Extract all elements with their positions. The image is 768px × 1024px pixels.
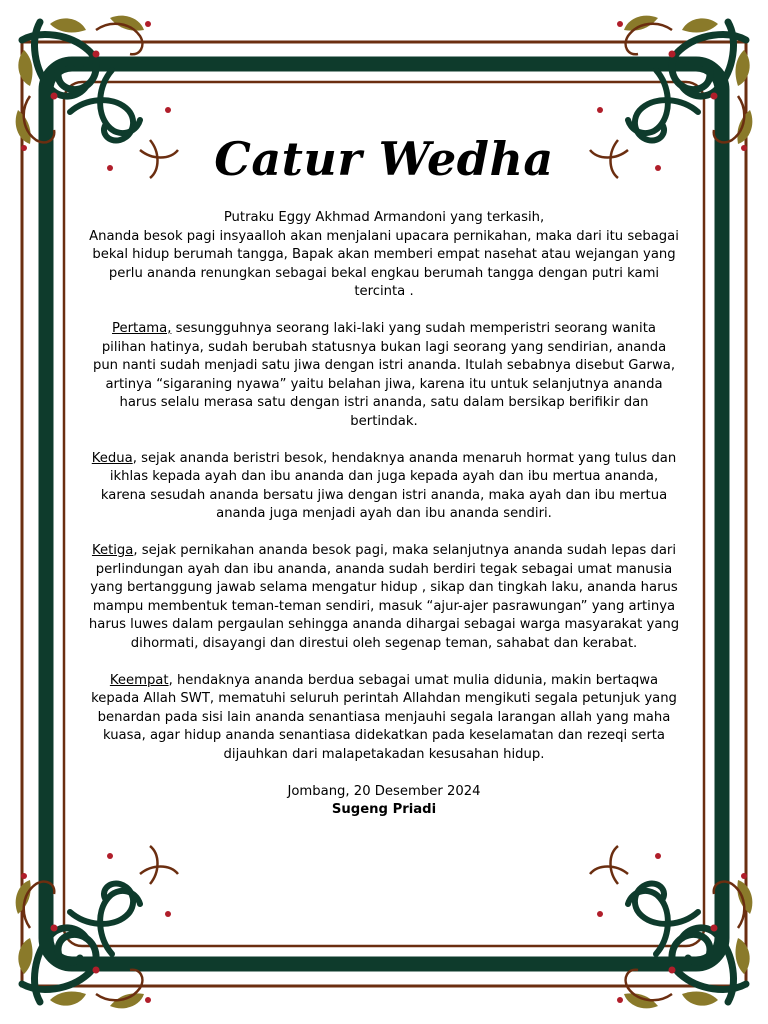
point-third xyxy=(88,542,680,653)
point-first xyxy=(88,320,680,431)
point-lead: Kedua xyxy=(91,450,133,466)
point-fourth xyxy=(88,672,680,765)
signer-name: Sugeng Priadi xyxy=(331,802,437,817)
point-lead: Pertama, xyxy=(112,321,172,336)
point-lead: Keempat xyxy=(109,672,169,688)
intro-text: Ananda besok pagi insyaalloh akan menjalani upacara pernikahan, maka dari itu sebagai bekal hidup berumah tangga, Bapak akan memberi empat nasehat atau wejangan yang perlu ananda renungkan sebagai bekal engkau berumah tangga dengan putri kami tercinta . xyxy=(89,228,679,299)
letter-body xyxy=(88,209,680,820)
point-text: sesungguhnya seorang laki-laki yang sudah memperistri seorang wanita pilihan hatinya, sudah berubah statusnya bukan lagi seorang yang sendirian, ananda pun nanti sudah menjadi satu jiwa dengan istri ananda. Itulah sebabnya disebut Garwa, artinya “sigaraning nyawa” yaitu belahan jiwa, karena itu untuk selanjutnya ananda harus selalu merasa satu dengan istri ananda, satu dalam bersikap berifikir dan bertindak. xyxy=(92,321,676,429)
point-lead: Ketiga xyxy=(91,543,134,558)
place-date: Jombang, 20 Desember 2024 xyxy=(287,783,481,799)
point-text: , hendaknya ananda berdua sebagai umat mulia didunia, makin bertaqwa kepada Allah SWT, mematuhi seluruh perintah Allahdan mengikuti segala petunjuk yang benardan pada sisi lain ananda senantiasa menjauhi segala larangan allah yang maha kuasa, agar hidup ananda senantiasa didekatkan pada keselamatan dan rezeqi serta dijauhkan dari malapetakadan kesusahan hidup. xyxy=(91,672,677,762)
signature-block xyxy=(88,783,680,820)
opening-paragraph xyxy=(88,209,680,302)
point-second xyxy=(88,450,680,524)
greeting: Putraku Eggy Akhmad Armandoni yang terkasih, xyxy=(223,210,545,225)
point-text: , sejak pernikahan ananda besok pagi, maka selanjutnya ananda sudah lepas dari perlindungan ayah dan ibu ananda, ananda sudah berdiri tegak sebagai umat manusia yang bertanggung jawab selama mengatur hidup , sikap dan tingkah laku, ananda harus mampu membentuk teman-teman sendiri, masuk “ajur-ajer pasrawungan” yang artinya harus luwes dalam pergaulan sehingga ananda dihargai sebagai warga masyarakat yang dihormati, disayangi dan direstui oleh segenap teman, sahabat dan kerabat. xyxy=(88,543,680,651)
point-text: , sejak ananda beristri besok, hendaknya ananda menaruh hormat yang tulus dan ikhlas kepada ayah dan ibu ananda dan juga kepada ayah dan ibu mertua ananda, karena sesudah ananda bersatu jiwa dengan istri ananda, maka ayah dan ibu mertua ananda juga menjadi ayah dan ibu ananda sendiri. xyxy=(100,450,677,521)
page-title: Catur Wedha xyxy=(214,132,554,186)
